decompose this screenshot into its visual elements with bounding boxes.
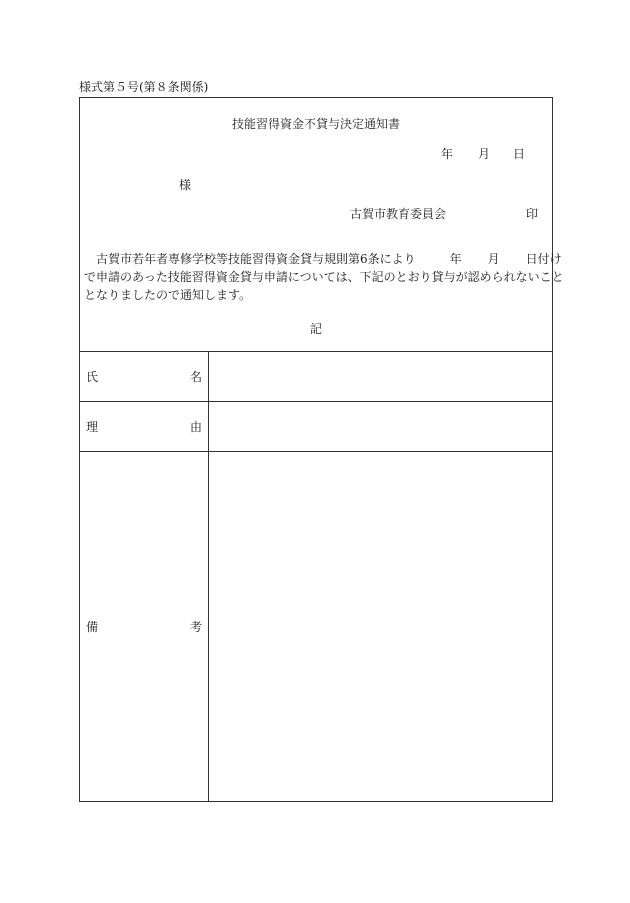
- ki-heading: 記: [309, 322, 322, 336]
- reason-label-char-2: 由: [189, 420, 202, 434]
- body-line-2: で申請のあった技能習得資金貸与申請については、下記のとおり貸与が認められないこと: [84, 270, 564, 284]
- notice-form: [79, 97, 564, 802]
- remarks-label-char-1: 備: [86, 620, 99, 634]
- remarks-label-cell: [80, 452, 209, 802]
- name-label-cell: [80, 352, 209, 402]
- body-day-label: 日付け: [525, 252, 562, 266]
- date-year-label: 年: [441, 147, 454, 161]
- body-month-label: 月: [487, 252, 500, 266]
- remarks-row: [80, 451, 552, 802]
- addressee-suffix: 様: [179, 178, 192, 192]
- reason-row: [80, 401, 552, 452]
- document-title: 技能習得資金不貸与決定通知書: [231, 117, 400, 131]
- seal-mark: 印: [526, 207, 539, 221]
- issuer-name: 古賀市教育委員会: [350, 207, 447, 221]
- reason-label-char-1: 理: [86, 420, 99, 434]
- date-month-label: 月: [478, 147, 491, 161]
- name-row: [80, 351, 552, 402]
- body-line-1-text: 古賀市若年者専修学校等技能習得資金貸与規則第6条により: [96, 252, 416, 266]
- reason-label-cell: [80, 402, 209, 452]
- name-label-char-2: 名: [189, 370, 202, 384]
- name-label-char-1: 氏: [86, 370, 99, 384]
- remarks-label-char-2: 考: [189, 620, 202, 634]
- notice-body: [84, 250, 564, 304]
- body-year-label: 年: [449, 252, 462, 266]
- body-line-1: [84, 250, 562, 268]
- reason-value-cell[interactable]: [209, 402, 552, 452]
- body-line-3: となりましたので通知します。: [84, 288, 252, 302]
- form-number-label: 様式第５号(第８条関係): [79, 80, 209, 94]
- date-day-label: 日: [513, 147, 526, 161]
- name-value-cell[interactable]: [209, 352, 552, 402]
- remarks-value-cell[interactable]: [209, 452, 552, 802]
